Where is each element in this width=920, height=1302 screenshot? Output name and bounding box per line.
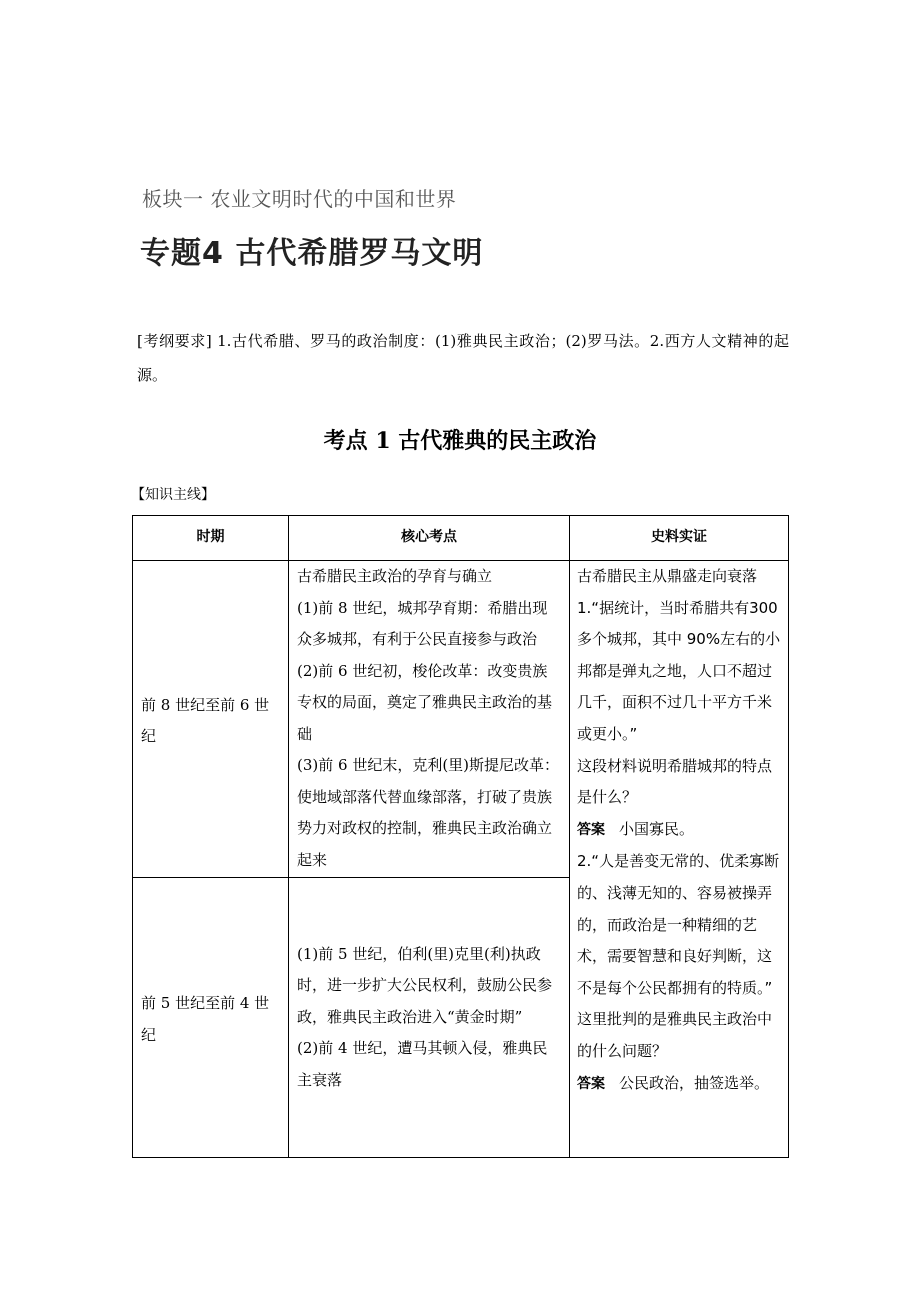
content-line: 古希腊民主政治的孕育与确立 — [297, 567, 493, 585]
evidence-answer-2 — [577, 1068, 781, 1101]
evidence-question-2: 这里批判的是雅典民主政治中的什么问题？ — [577, 1010, 773, 1060]
evidence-answer-1 — [577, 814, 781, 847]
answer-label: 答案 — [577, 821, 605, 838]
knowledge-label: 【知识主线】 — [131, 487, 215, 503]
evidence-quote-2: 2.“人是善变无常的、优柔寡断的、浅薄无知的、容易被操弄的，而政治是一种精细的艺术，需要智慧和良好判断，这不是每个公民都拥有的特质。” — [577, 852, 780, 997]
content-line: (1)前 5 世纪，伯利(里)克里(利)执政时，进一步扩大公民权利，鼓励公民参政，雅典民主政治进入“黄金时期” — [297, 944, 553, 1026]
evidence-question-1: 这段材料说明希腊城邦的特点是什么？ — [577, 756, 773, 807]
answer-text: 小国寡民。 — [619, 819, 695, 838]
knowledge-table — [132, 515, 789, 1158]
point-title: 考点 1 古代雅典的民主政治 — [323, 428, 597, 454]
table-row — [133, 561, 789, 878]
content-line: (2)前 6 世纪初，梭伦改革：改变贵族专权的局面，奠定了雅典民主政治的基础 — [297, 661, 553, 743]
header-period: 时期 — [133, 516, 289, 561]
header-core-points: 核心考点 — [289, 516, 570, 561]
period-cell: 前 5 世纪至前 4 世纪 — [133, 878, 289, 1158]
evidence-quote-1: 1.“据统计，当时希腊共有300 多个城邦，其中 90%左右的小邦都是弹丸之地，人口不超过几千，面积不过几十平方千米或更小。” — [577, 598, 781, 743]
core-points-cell — [289, 878, 570, 1158]
section-header: 板块一 农业文明时代的中国和世界 — [142, 187, 457, 211]
content-line: (2)前 4 世纪，遭马其顿入侵，雅典民主衰落 — [297, 1039, 548, 1089]
topic-title: 专题4 古代希腊罗马文明 — [140, 236, 484, 271]
content-line: (3)前 6 世纪末，克利(里)斯提尼改革：使地域部落代替血缘部落，打破了贵族势力对政权的控制，雅典民主政治确立起来 — [297, 756, 560, 869]
answer-text: 公民政治，抽签选举。 — [619, 1073, 770, 1092]
table-header-row — [133, 516, 789, 561]
period-cell: 前 8 世纪至前 6 世纪 — [133, 561, 289, 878]
evidence-heading: 古希腊民主从鼎盛走向衰落 — [577, 567, 758, 585]
content-line: (1)前 8 世纪，城邦孕育期：希腊出现众多城邦，有利于公民直接参与政治 — [297, 598, 548, 648]
header-evidence: 史料实证 — [570, 516, 789, 561]
evidence-cell — [570, 561, 789, 1158]
exam-requirement: [考纲要求] 1.古代希腊、罗马的政治制度：(1)雅典民主政治；(2)罗马法。2.西方人文精神的起源。 — [137, 332, 789, 384]
core-points-cell — [289, 561, 570, 878]
answer-label: 答案 — [577, 1075, 605, 1092]
